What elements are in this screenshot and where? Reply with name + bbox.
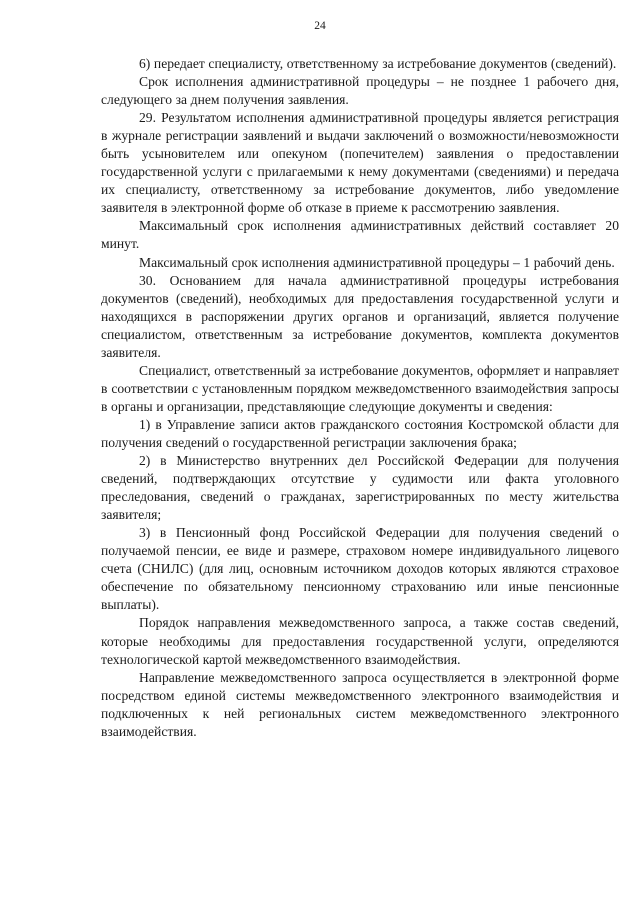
paragraph-max-time-procedure: Максимальный срок исполнения административной процедуры – 1 рабочий день. [139, 254, 615, 270]
paragraph-max-time-actions: Максимальный срок исполнения административных действий составляет 20 минут. [101, 218, 619, 252]
list-item-2: 2) в Министерство внутренних дел Российской Федерации для получения сведений, подтверждающих отсутствие у судимости или факта уголовного преследования, сведений о гражданах, зарегистрированных по месту жительства заявителя; [101, 453, 619, 523]
paragraph-item-6: 6) передает специалисту, ответственному за истребование документов (сведений). [139, 56, 617, 71]
paragraph-30: 30. Основанием для начала административной процедуры истребования документов (сведений), необходимых для предоставления государственной услуги и находящихся в распоряжении других органов и организаций, является получение специалистом, ответственным за истребование документов, комплекта документов заявителя. [101, 272, 619, 360]
list-item-3: 3) в Пенсионный фонд Российской Федерации для получения сведений о получаемой пенсии, ее виде и размере, страховом номере индивидуального лицевого счета (СНИЛС) (для лиц, основным источником доходов которых являются страховое обеспечение по обязательному пенсионному страхованию или иные пенсионные выплаты). [101, 525, 619, 613]
paragraph-request-procedure: Порядок направления межведомственного запроса, а также состав сведений, которые необходимы для предоставления государственной услуги, определяются технологической картой межведомственного взаимодействия. [101, 615, 619, 667]
document-body [101, 55, 619, 741]
paragraph-processing-deadline: Срок исполнения административной процедуры – не позднее 1 рабочего дня, следующего за днем получения заявления. [101, 74, 619, 108]
paragraph-29: 29. Результатом исполнения административной процедуры является регистрация в журнале регистрации заявлений и выдачи заключений о возможности/невозможности быть усыновителем или опекуном (попечителем) заявления о предоставлении государственной услуги с прилагаемыми к нему документами (сведениями) и передача их специалисту, ответственному за истребование документов, либо уведомление заявителя в электронной форме об отказе в приеме к рассмотрению заявления. [101, 110, 619, 216]
list-item-1: 1) в Управление записи актов гражданского состояния Костромской области для получения сведений о государственной регистрации заключения брака; [101, 416, 619, 450]
paragraph-request-electronic: Направление межведомственного запроса осуществляется в электронной форме посредством единой системы межведомственного электронного взаимодействия и подключенных к ней региональных систем межведомственного электронного взаимодействия. [101, 669, 619, 739]
paragraph-specialist-requests: Специалист, ответственный за истребование документов, оформляет и направляет в соответствии с установленным порядком межведомственного взаимодействия запросы в органы и организации, представляющие следующие документы и сведения: [101, 362, 619, 414]
page-number: 24 [314, 20, 326, 32]
